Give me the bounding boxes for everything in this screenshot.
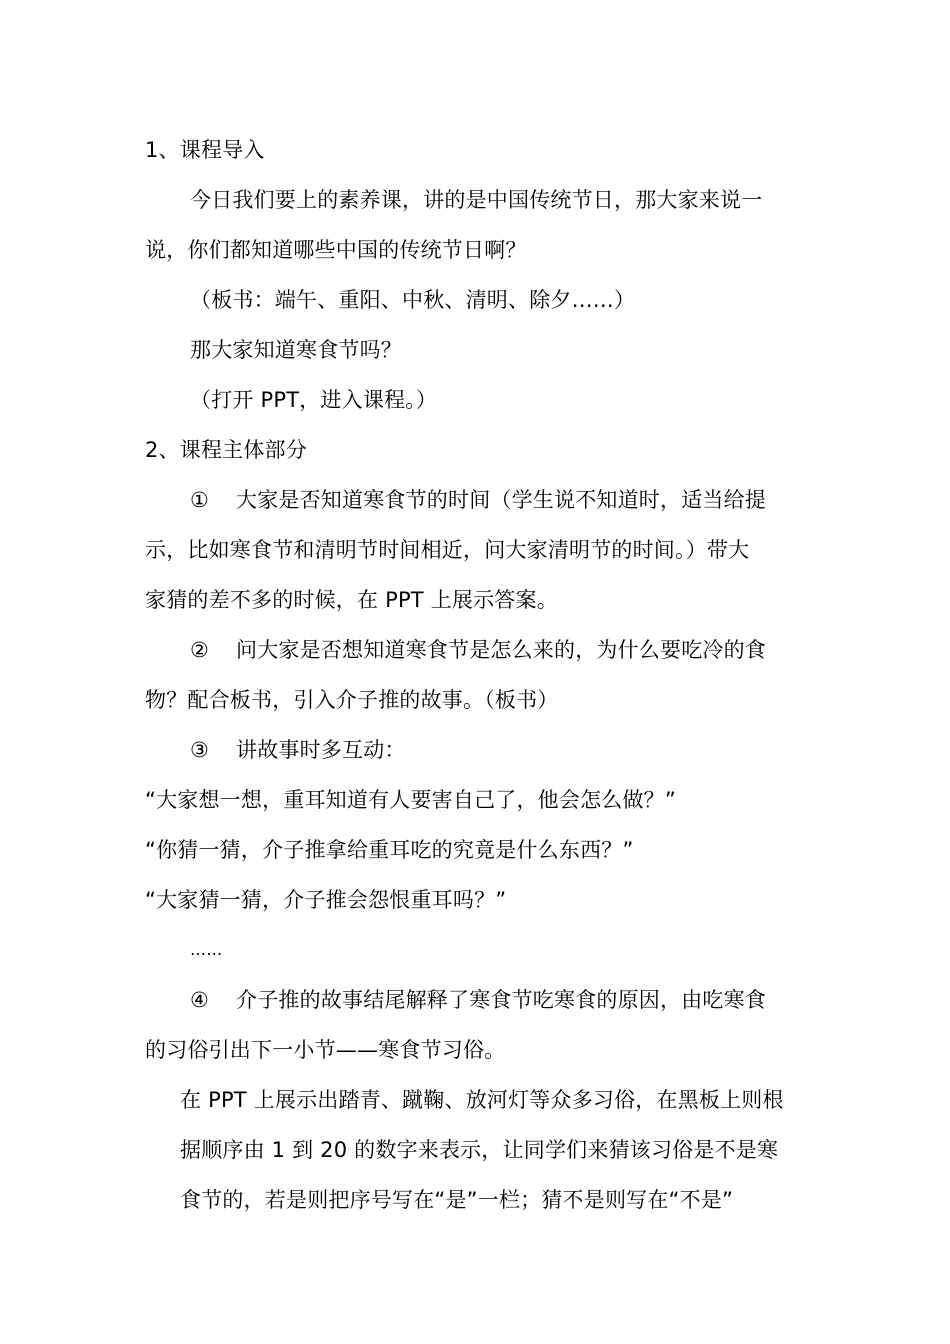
quote-line: “你猜一猜，介子推拿给重耳吃的究竟是什么东西？” [145,838,634,862]
quote-line: “大家想一想，重耳知道有人要害自己了，他会怎么做？” [145,788,676,812]
item-text: 介子推的故事结尾解释了寒食节吃寒食的原因，由吃寒食 [236,988,766,1012]
paragraph-line: 在 PPT 上展示出踏青、蹴鞠、放河灯等众多习俗，在黑板上则根 [180,1088,784,1112]
item-text: 问大家是否想知道寒食节是怎么来的，为什么要吃冷的食 [236,638,766,662]
paragraph-line: 说，你们都知道哪些中国的传统节日啊？ [145,238,527,262]
paragraph-line: 食节的，若是则把序号写在“是”一栏；猜不是则写在“不是” [180,1188,734,1212]
paragraph-line: （打开 PPT，进入课程。） [190,388,438,412]
item-text: 大家是否知道寒食节的时间（学生说不知道时，适当给提 [236,488,766,512]
item-number: ④ [190,988,210,1012]
item-number: ② [190,638,210,662]
paragraph-line: 今日我们要上的素养课，讲的是中国传统节日，那大家来说一 [190,188,763,212]
item-number: ① [190,488,210,512]
list-item-2 [190,636,766,664]
paragraph-line: 那大家知道寒食节吗？ [190,338,402,362]
item-text: 讲故事时多互动： [236,738,406,762]
paragraph-line: 家猜的差不多的时候，在 PPT 上展示答案。 [145,588,558,612]
paragraph-line: 的习俗引出下一小节——寒食节习俗。 [145,1038,506,1062]
list-item-4 [190,986,766,1014]
paragraph-line: 示，比如寒食节和清明节时间相近，问大家清明节的时间。）带大 [145,538,750,562]
paragraph-line: （板书：端午、重阳、中秋、清明、除夕……） [190,288,636,312]
item-number: ③ [190,738,210,762]
list-item-1 [190,486,766,514]
quote-line: “大家猜一猜，介子推会怨恨重耳吗？” [145,888,507,912]
paragraph-line: 据顺序由 1 到 20 的数字来表示，让同学们来猜该习俗是不是寒 [180,1138,779,1162]
list-item-3 [190,736,406,764]
heading-course-intro: 1、课程导入 [145,138,265,162]
ellipsis-line: …… [190,940,223,959]
heading-course-body: 2、课程主体部分 [145,438,307,462]
paragraph-line: 物？配合板书，引入介子推的故事。（板书） [145,688,559,712]
